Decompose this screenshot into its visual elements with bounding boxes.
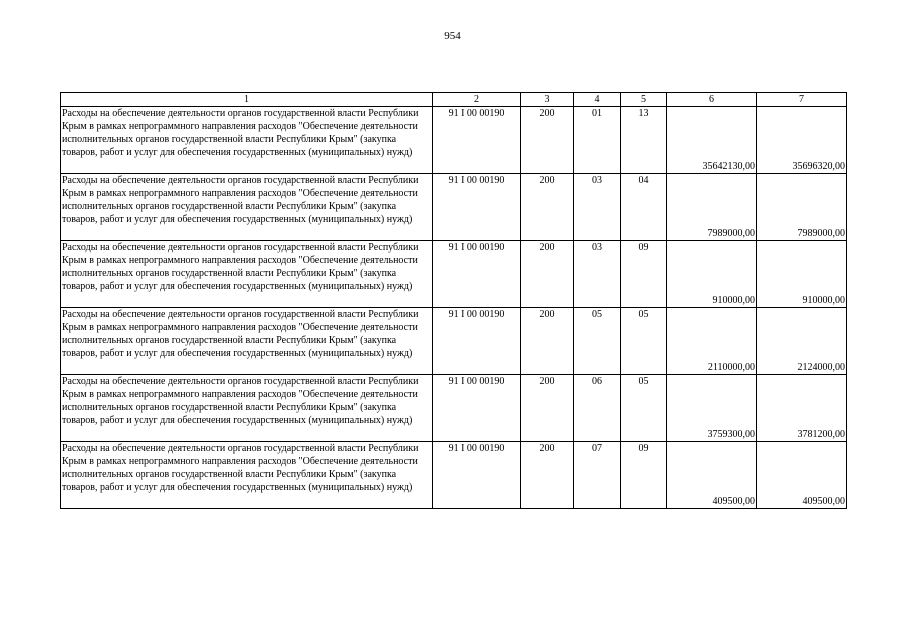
row-expense-type: 200 [521, 308, 574, 375]
table-header-row [61, 93, 847, 107]
row-description: Расходы на обеспечение деятельности органов государственной власти Республики Крым в рамках непрограммного направления расходов "Обеспечение деятельности исполнительных органов государственной власти Республики Крым" (закупка товаров, работ и услуг для обеспечения государственных (муниципальных) нужд) [61, 308, 433, 375]
row-expense-type: 200 [521, 174, 574, 241]
row-amount-2: 409500,00 [757, 442, 847, 509]
table-row [61, 308, 847, 375]
row-section: 07 [574, 442, 621, 509]
budget-table [60, 92, 847, 509]
row-target-code: 91 I 00 00190 [433, 174, 521, 241]
table-row [61, 174, 847, 241]
row-section: 03 [574, 174, 621, 241]
row-amount-2: 3781200,00 [757, 375, 847, 442]
row-amount-1: 409500,00 [667, 442, 757, 509]
row-amount-1: 910000,00 [667, 241, 757, 308]
row-description: Расходы на обеспечение деятельности органов государственной власти Республики Крым в рамках непрограммного направления расходов "Обеспечение деятельности исполнительных органов государственной власти Республики Крым" (закупка товаров, работ и услуг для обеспечения государственных (муниципальных) нужд) [61, 241, 433, 308]
row-expense-type: 200 [521, 375, 574, 442]
column-header: 6 [667, 93, 757, 107]
row-amount-1: 35642130,00 [667, 107, 757, 174]
row-expense-type: 200 [521, 107, 574, 174]
row-section: 01 [574, 107, 621, 174]
row-target-code: 91 I 00 00190 [433, 442, 521, 509]
row-section: 05 [574, 308, 621, 375]
row-amount-2: 2124000,00 [757, 308, 847, 375]
row-target-code: 91 I 00 00190 [433, 308, 521, 375]
row-expense-type: 200 [521, 241, 574, 308]
column-header: 7 [757, 93, 847, 107]
column-header: 5 [621, 93, 667, 107]
row-amount-2: 910000,00 [757, 241, 847, 308]
row-amount-1: 7989000,00 [667, 174, 757, 241]
table-row [61, 107, 847, 174]
row-description: Расходы на обеспечение деятельности органов государственной власти Республики Крым в рамках непрограммного направления расходов "Обеспечение деятельности исполнительных органов государственной власти Республики Крым" (закупка товаров, работ и услуг для обеспечения государственных (муниципальных) нужд) [61, 442, 433, 509]
column-header: 3 [521, 93, 574, 107]
row-target-code: 91 I 00 00190 [433, 375, 521, 442]
row-amount-1: 2110000,00 [667, 308, 757, 375]
page-number: 954 [444, 30, 461, 42]
row-subsection: 09 [621, 442, 667, 509]
row-description: Расходы на обеспечение деятельности органов государственной власти Республики Крым в рамках непрограммного направления расходов "Обеспечение деятельности исполнительных органов государственной власти Республики Крым" (закупка товаров, работ и услуг для обеспечения государственных (муниципальных) нужд) [61, 375, 433, 442]
row-subsection: 04 [621, 174, 667, 241]
row-target-code: 91 I 00 00190 [433, 107, 521, 174]
row-amount-2: 7989000,00 [757, 174, 847, 241]
row-section: 03 [574, 241, 621, 308]
column-header: 1 [61, 93, 433, 107]
column-header: 2 [433, 93, 521, 107]
table-row [61, 375, 847, 442]
table-row [61, 241, 847, 308]
row-amount-1: 3759300,00 [667, 375, 757, 442]
row-target-code: 91 I 00 00190 [433, 241, 521, 308]
row-description: Расходы на обеспечение деятельности органов государственной власти Республики Крым в рамках непрограммного направления расходов "Обеспечение деятельности исполнительных органов государственной власти Республики Крым" (закупка товаров, работ и услуг для обеспечения государственных (муниципальных) нужд) [61, 107, 433, 174]
row-subsection: 13 [621, 107, 667, 174]
row-subsection: 09 [621, 241, 667, 308]
row-section: 06 [574, 375, 621, 442]
row-description: Расходы на обеспечение деятельности органов государственной власти Республики Крым в рамках непрограммного направления расходов "Обеспечение деятельности исполнительных органов государственной власти Республики Крым" (закупка товаров, работ и услуг для обеспечения государственных (муниципальных) нужд) [61, 174, 433, 241]
row-subsection: 05 [621, 375, 667, 442]
row-amount-2: 35696320,00 [757, 107, 847, 174]
table-row [61, 442, 847, 509]
row-expense-type: 200 [521, 442, 574, 509]
column-header: 4 [574, 93, 621, 107]
row-subsection: 05 [621, 308, 667, 375]
